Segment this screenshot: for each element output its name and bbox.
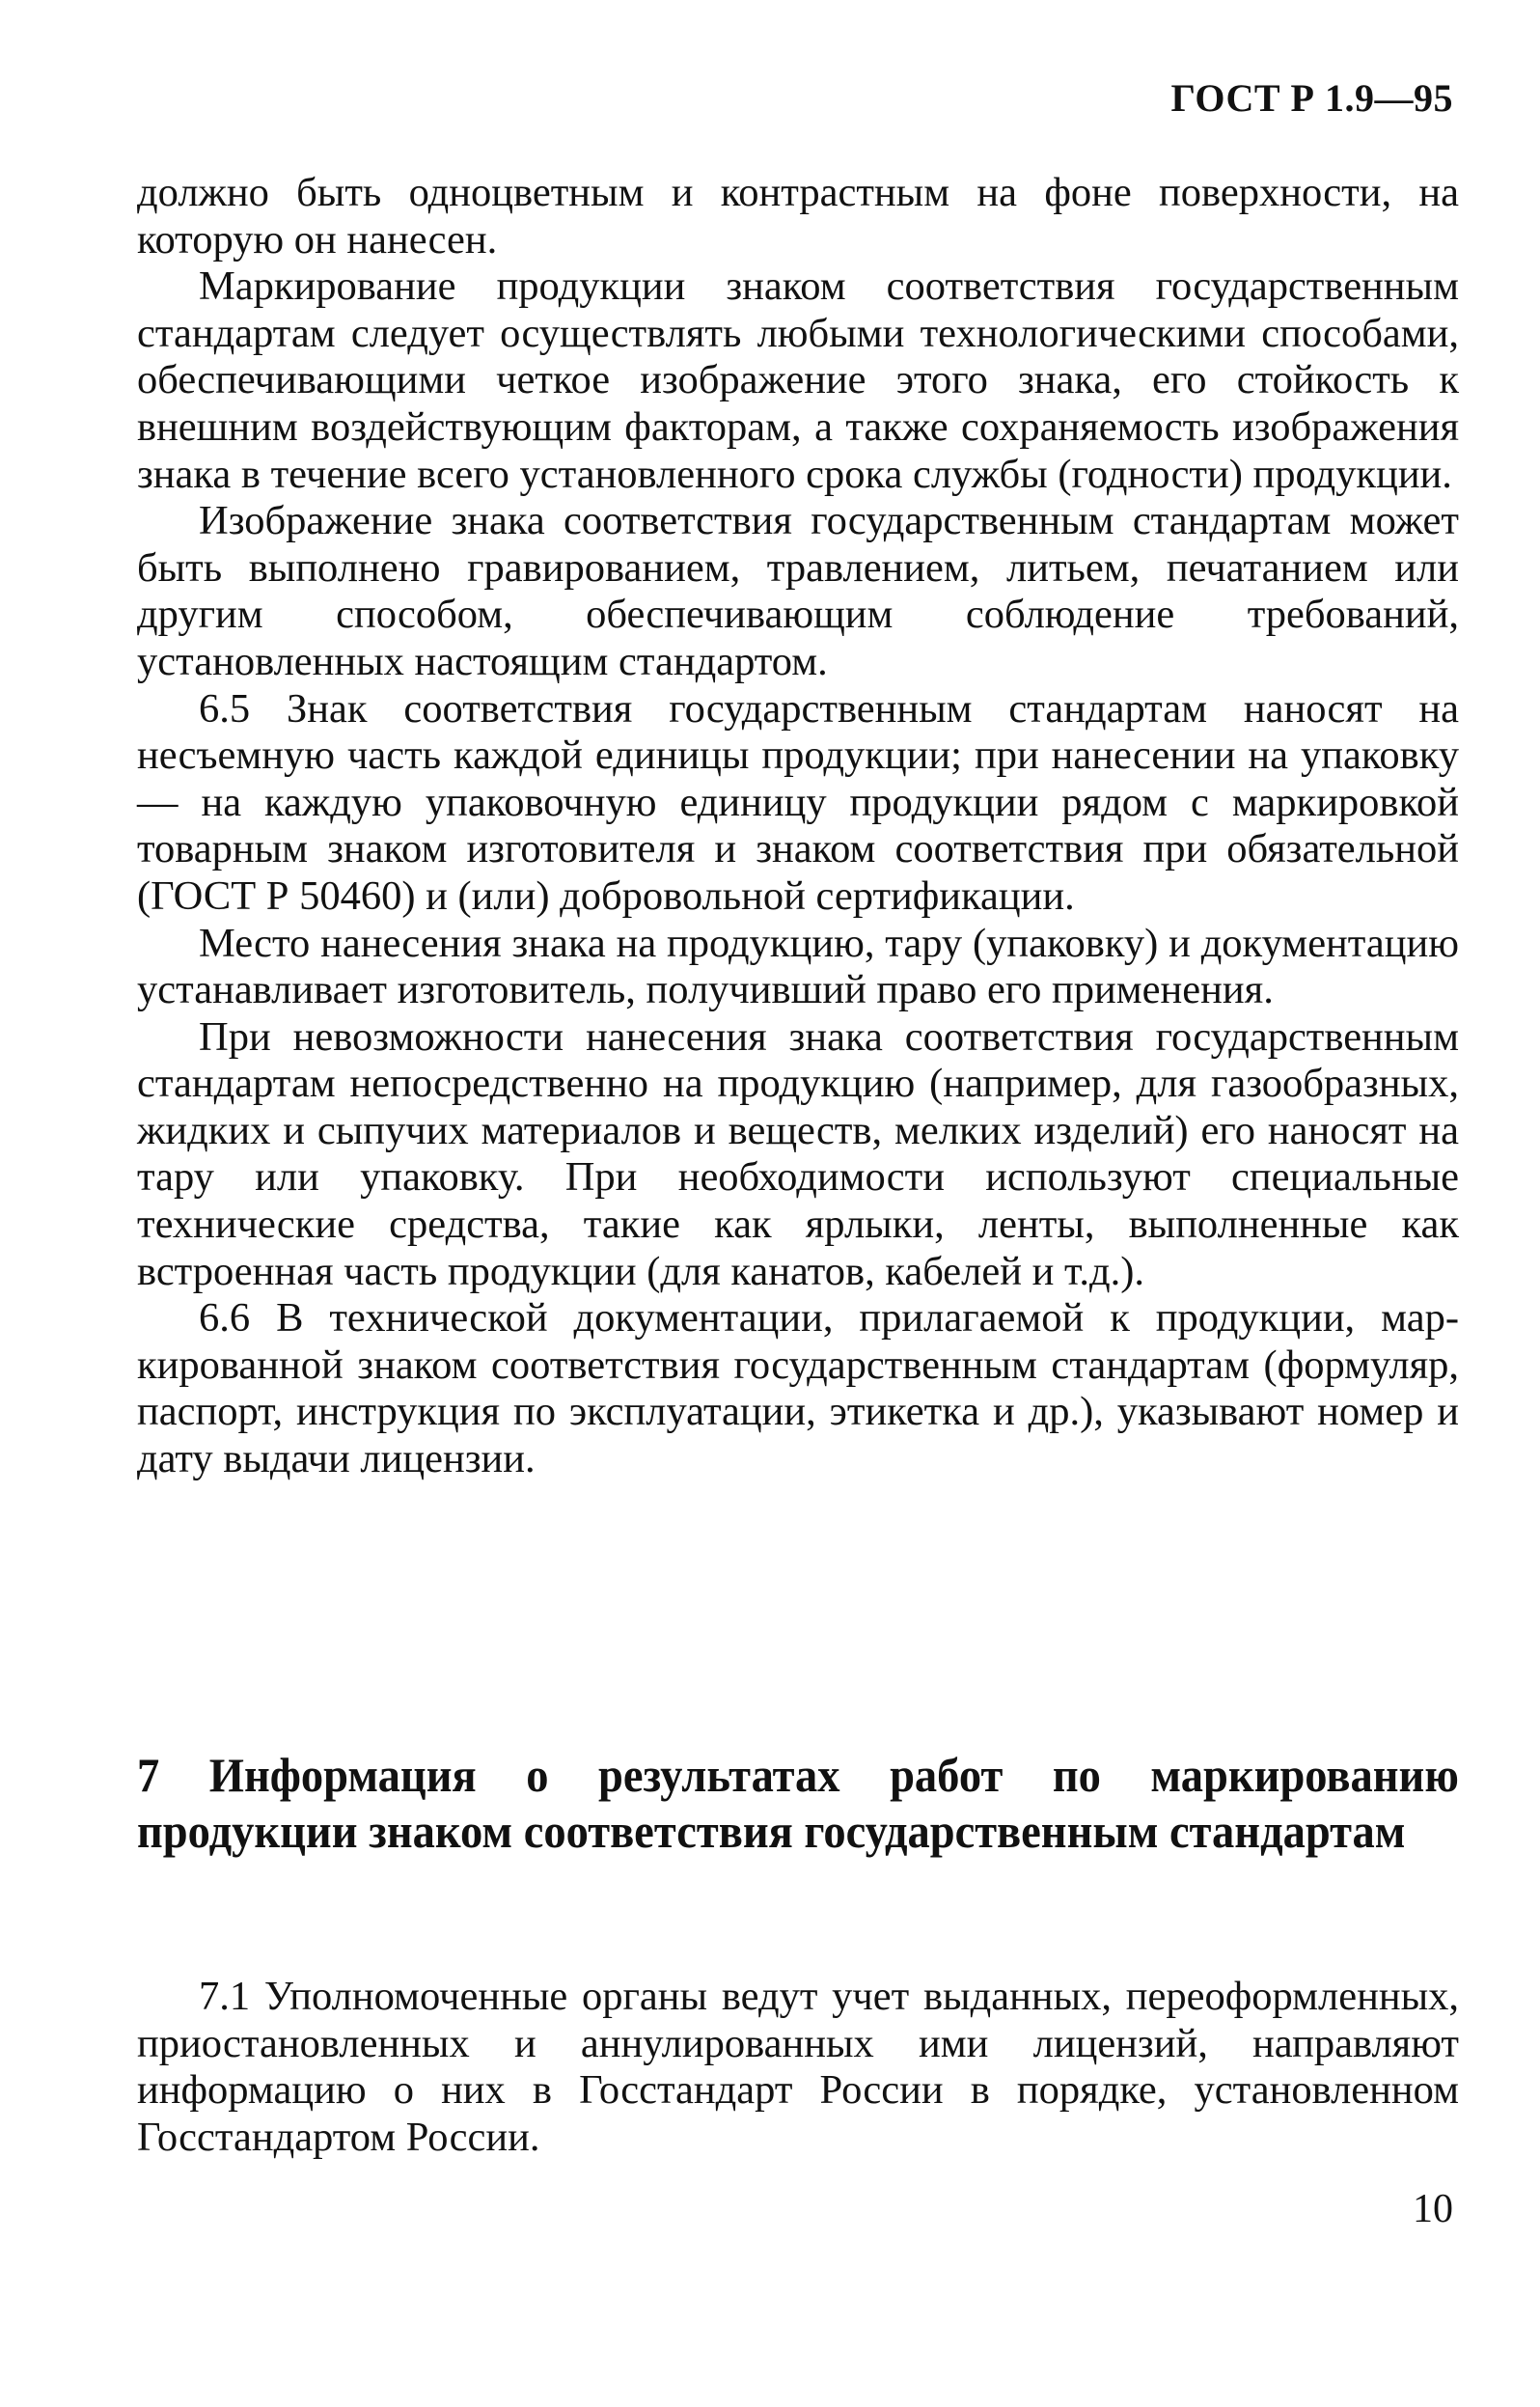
page-number: 10 [1413,2187,1453,2231]
paragraph-6-5: 6.5 Знак соответствия государственным стандартам наносят на несъемную часть каждой единицы продукции; при нанесении на упаковку — на каждую упаковочную единицу продукции рядом с маркировкой товарным знаком изготовителя и знаком соответствия при обязательной (ГОСТ Р 50460) и (или) добровольной сертификации. [137,685,1459,919]
section-7-heading: 7 Информация о результатах работ по маркированию продукции знаком соответствия государственным стандартам [137,1748,1459,1858]
paragraph-packaging: При невозможности нанесения знака соответствия государственным стандартам непосредственно на продукцию (например, для газообразных, жидких и сыпучих материалов и веществ, мелких изделий) его наносят на тару или упаковку. При необходимости используют специальные технические средства, такие как ярлыки, ленты, выполненные как встроенная часть продукции (для канатов, кабелей и т.д.). [137,1013,1459,1294]
paragraph-6-6: 6.6 В технической документации, прилагаемой к продукции, маркированной знаком соответствия государственным стандартам (формуляр, паспорт, инструкция по эксплуатации, этикетка и др.), указывают номер и дату выдачи лицензии. [137,1295,1459,1482]
paragraph-marking-methods: Маркирование продукции знаком соответствия государственным стандартам следует осуществлять любыми технологическими способами, обеспечивающими четкое изображение этого знака, его стойкость к внешним воздействующим факторам, а также сохраняемость изображения знака в течение всего установленного срока службы (годности) продукции. [137,263,1459,497]
paragraph-sign-location: Место нанесения знака на продукцию, тару (упаковку) и документацию устанавливает изготовитель, получивший право его применения. [137,920,1459,1013]
paragraph-7-1: 7.1 Уполномоченные органы ведут учет выданных, переоформленных, приостановленных и аннулированных ими лицензий, направляют информацию о них в Госстандарт России в порядке, установленном Госстандартом России. [137,1974,1459,2160]
document-code: ГОСТ Р 1.9—95 [1170,76,1453,120]
section-7-text [137,1974,1459,2161]
paragraph-continuation: должно быть одноцветным и контрастным на фоне поверхности, на которую он нанесен. [137,170,1459,263]
paragraph-sign-image: Изображение знака соответствия государственным стандартам может быть выполнено гравированием, травлением, литьем, печатанием или другим способом, обеспечивающим соблюдение требований, установленных настоящим стандартом. [137,498,1459,684]
body-text [137,170,1459,1483]
